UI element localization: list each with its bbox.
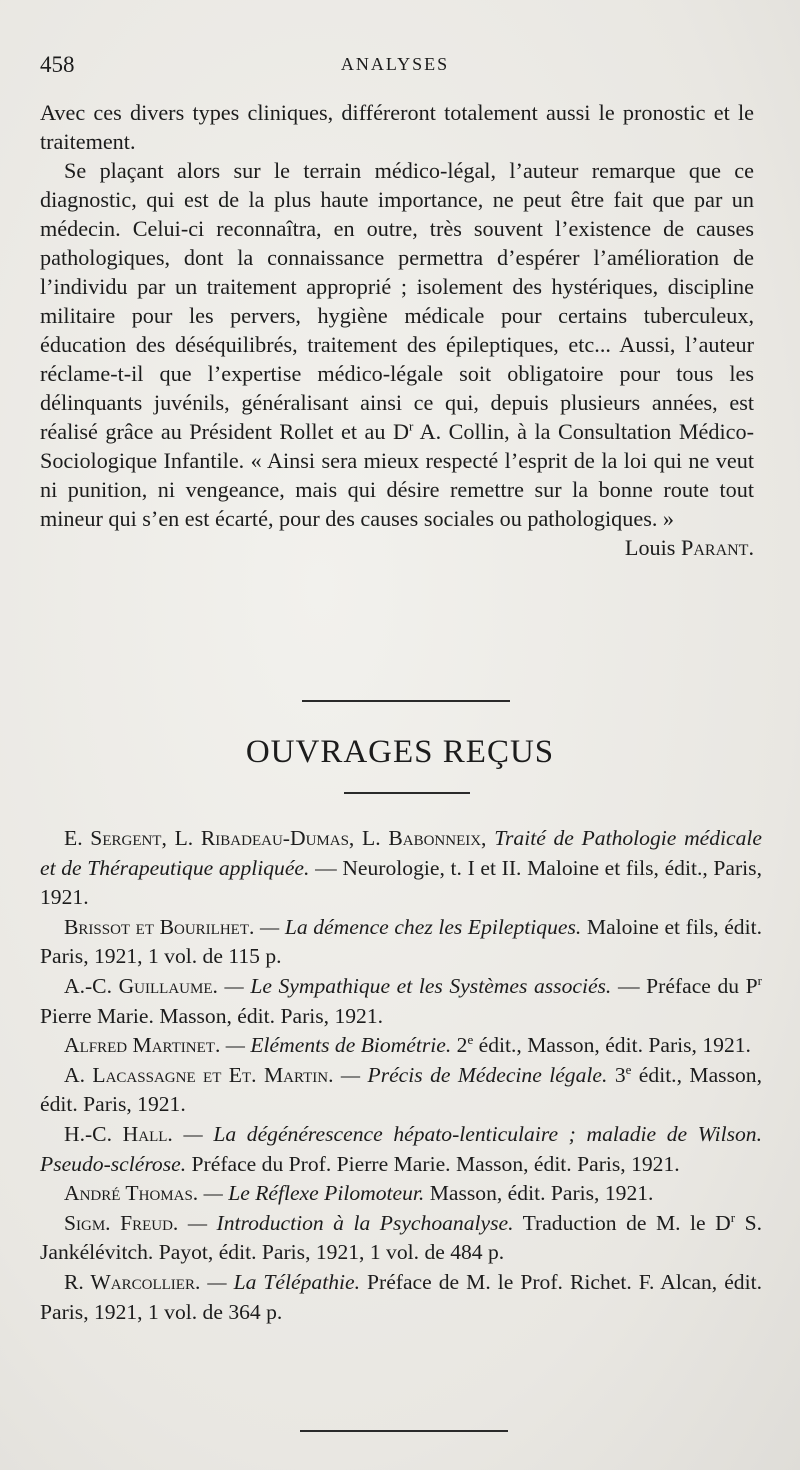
entry-details: Maloine et fils, édit. Paris, 1921, 1 vol. de 115 p. — [40, 914, 762, 969]
entry-title: — La Télépathie. — [207, 1269, 360, 1294]
entry-title: — Le Sympathique et les Systèmes associés. — [224, 973, 612, 998]
entry-title: — Précis de Médecine légale. — [340, 1062, 608, 1087]
review-signature — [40, 533, 754, 562]
review-paragraph-text: A. Collin, à la Consultation Médico-Sociologique Infantile. « Ainsi sera mieux respecté l’esprit de la loi qui ne veut ni punition, ni vengeance, mais qui désire remettre sur la bonne route tout mineur qui s’en est écarté, pour des causes sociales ou pathologiques. » — [40, 419, 754, 531]
entry-details: 3 — [614, 1062, 626, 1087]
book-entry — [40, 824, 762, 913]
received-works-list — [40, 824, 762, 1327]
entry-details: 2 — [456, 1033, 468, 1058]
page-number: 458 — [40, 52, 75, 77]
book-entry — [40, 1179, 762, 1209]
signature-last-name: Parant. — [681, 535, 754, 560]
entry-title: — Le Réflexe Pilomoteur. — [203, 1181, 425, 1206]
entry-details: Préface du Prof. Pierre Marie. Masson, édit. Paris, 1921. — [191, 1151, 680, 1176]
superscript: r — [730, 1209, 736, 1225]
entry-details: édit., Masson, édit. Paris, 1921. — [40, 1062, 762, 1117]
entry-details: — Neurologie, t. I et II. Maloine et fils, édit., Paris, 1921. — [40, 855, 762, 910]
signature-first-name: Louis — [624, 535, 676, 560]
entry-title: — Introduction à la Psychoanalyse. — [187, 1210, 514, 1235]
entry-title: Traité de Pathologie médicale et de Thérapeutique appliquée. — [40, 826, 763, 880]
section-divider — [302, 700, 510, 702]
superscript: e — [467, 1031, 474, 1047]
entry-details: S. Jankélévitch. Payot, édit. Paris, 1921, 1 vol. de 484 p. — [40, 1210, 762, 1265]
entry-details: Masson, édit. Paris, 1921. — [429, 1181, 654, 1206]
entry-authors: Sigm. Freud. — [64, 1210, 179, 1235]
entry-details: Traduction de M. le D — [522, 1210, 731, 1235]
running-head: ANALYSES — [340, 54, 450, 74]
entry-details: Pierre Marie. Masson, édit. Paris, 1921. — [40, 1003, 384, 1028]
book-entry — [40, 1031, 762, 1061]
entry-authors: H.-C. Hall. — [64, 1121, 173, 1146]
entry-details: édit., Masson, édit. Paris, 1921. — [473, 1033, 751, 1058]
section-title: OUVRAGES REÇUS — [245, 734, 555, 770]
book-entry — [40, 1268, 762, 1327]
entry-title: — La démence chez les Epileptiques. — [260, 914, 582, 939]
entry-authors: R. Warcollier. — [64, 1269, 201, 1294]
superscript: r — [757, 972, 763, 988]
superscript: r — [408, 418, 414, 434]
book-entry — [40, 913, 762, 972]
review-text — [40, 98, 754, 562]
book-entry — [40, 972, 762, 1031]
entry-details: — Préface du P — [617, 973, 758, 998]
entry-title: — Eléments de Biométrie. — [225, 1033, 452, 1058]
title-underline — [344, 792, 470, 794]
book-entry — [40, 1209, 762, 1268]
end-divider — [300, 1430, 508, 1432]
entry-authors: Alfred Martinet. — [64, 1033, 221, 1058]
review-paragraph: Avec ces divers types cliniques, différeront totalement aussi le pronostic et le traitement. — [40, 100, 754, 154]
book-entry — [40, 1120, 762, 1179]
entry-details: Préface de M. le Prof. Richet. F. Alcan, édit. Paris, 1921, 1 vol. de 364 p. — [40, 1269, 762, 1324]
entry-authors: E. Sergent, L. Ribadeau-Dumas, L. Babonneix, — [64, 826, 487, 850]
superscript: e — [625, 1061, 632, 1077]
book-entry — [40, 1061, 762, 1120]
entry-authors: A.-C. Guillaume. — [64, 973, 218, 998]
entry-authors: A. Lacassagne et Et. Martin. — [64, 1062, 334, 1087]
entry-authors: Brissot et Bourilhet. — [64, 914, 255, 939]
review-paragraph — [40, 156, 754, 533]
review-paragraph-text: Se plaçant alors sur le terrain médico-légal, l’auteur remarque que ce diagnostic, qui est de la plus haute importance, ne peut être fait que par un médecin. Celui-ci reconnaîtra, en outre, très souvent l’existence de causes pathologiques, dont la connaissance permettra d’espérer l’amélioration de l’individu par un traitement approprié ; isolement des hystériques, discipline militaire pour les pervers, hygiène médicale pour certains tuberculeux, éducation des déséquilibrés, traitement des épileptiques, etc... Aussi, l’auteur réclame-t-il que l’expertise médico-légale soit obligatoire pour tous les délinquants juvénils, généralisant ainsi ce qui, depuis plusieurs années, est réalisé grâce au Président Rollet et au D — [40, 158, 754, 444]
entry-title: — La dégénérescence hépato-lenticulaire ; maladie de Wilson. Pseudo-sclérose. — [40, 1121, 762, 1176]
entry-authors: André Thomas. — [64, 1181, 199, 1206]
page-header — [40, 52, 750, 82]
